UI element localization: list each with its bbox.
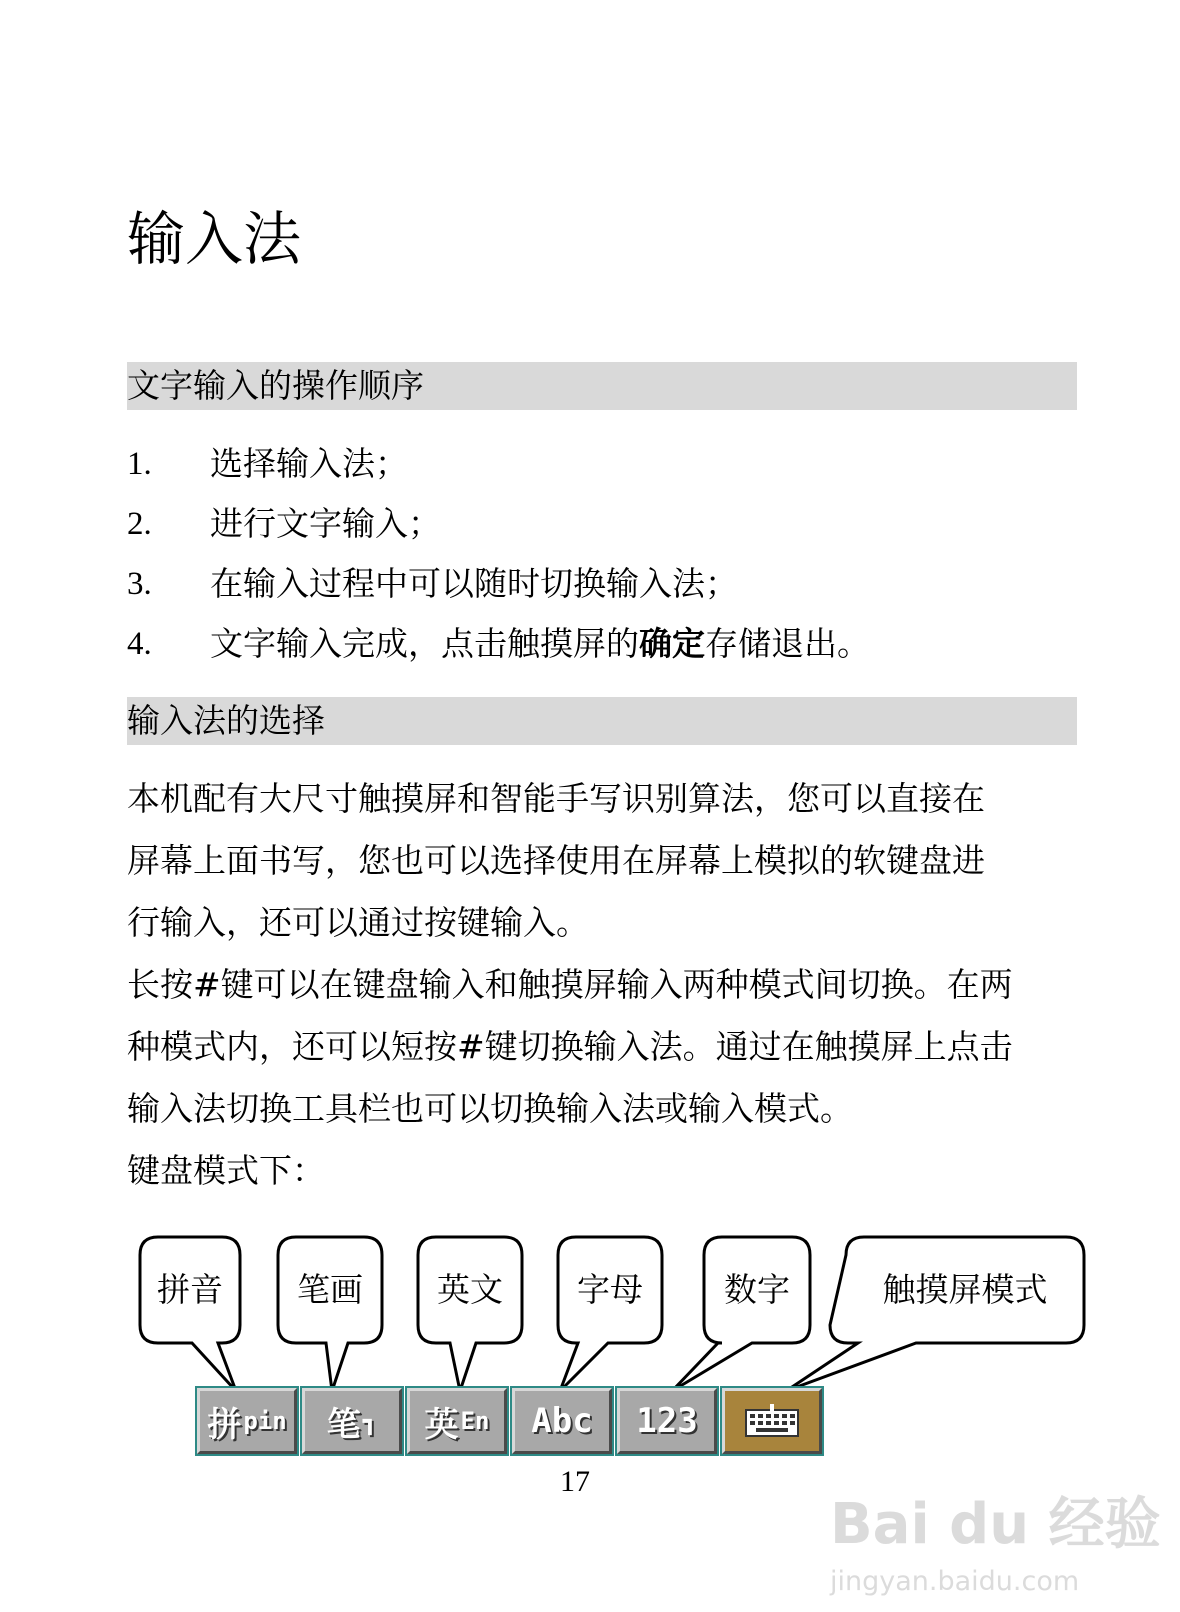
callout-label-pinyin: 拼音 bbox=[157, 1270, 223, 1309]
watermark-url: jingyan.baidu.com bbox=[830, 1566, 1080, 1597]
list-number: 3. bbox=[127, 566, 152, 602]
paragraph-line: 屏幕上面书写，您也可以选择使用在屏幕上模拟的软键盘进 bbox=[127, 841, 985, 880]
callout-bubble-stroke bbox=[278, 1237, 382, 1391]
letters-button-label: Abc bbox=[531, 1401, 593, 1441]
digits-button-label: 123 bbox=[636, 1401, 698, 1441]
list-text: 选择输入法； bbox=[210, 444, 408, 483]
stroke-button-sublabel: ┓ bbox=[362, 1407, 378, 1435]
stroke-button-label: 笔 bbox=[326, 1404, 361, 1445]
callout-label-english: 英文 bbox=[437, 1270, 503, 1309]
callout-label-letters: 字母 bbox=[577, 1270, 643, 1309]
list-text-after: 存储退出。 bbox=[705, 624, 870, 663]
digits-button[interactable] bbox=[617, 1388, 717, 1454]
watermark-brand: Bai du 经验 bbox=[830, 1492, 1161, 1557]
list-number: 2. bbox=[127, 506, 152, 542]
stroke-button[interactable] bbox=[302, 1388, 402, 1454]
page-number: 17 bbox=[560, 1465, 590, 1498]
touch-mode-button[interactable] bbox=[722, 1388, 822, 1454]
english-button-sublabel: En bbox=[460, 1407, 490, 1435]
english-button[interactable] bbox=[407, 1388, 507, 1454]
list-text-before: 文字输入完成，点击触摸屏的 bbox=[210, 624, 639, 663]
list-number: 1. bbox=[127, 446, 152, 482]
paragraph-line: 本机配有大尺寸触摸屏和智能手写识别算法，您可以直接在 bbox=[127, 779, 985, 818]
callout-bubble-pinyin bbox=[140, 1237, 240, 1391]
confirm-keyword: 确定 bbox=[639, 624, 705, 663]
callout-bubble-touch-mode bbox=[786, 1237, 1084, 1391]
pinyin-button-label: 拼 bbox=[207, 1404, 242, 1445]
callout-label-touch-mode: 触摸屏模式 bbox=[882, 1270, 1048, 1309]
list-text: 在输入过程中可以随时切换输入法； bbox=[210, 564, 738, 603]
list-text: 进行文字输入； bbox=[210, 504, 441, 543]
paragraph-line: 种模式内，还可以短按#键切换输入法。通过在触摸屏上点击 bbox=[127, 1027, 1013, 1066]
keyboard-mode-label: 键盘模式下： bbox=[127, 1151, 325, 1190]
section-heading-input-selection: 输入法的选择 bbox=[127, 697, 1077, 745]
section-heading-operation-order: 文字输入的操作顺序 bbox=[127, 362, 1077, 410]
list-number: 4. bbox=[127, 626, 152, 662]
english-button-label: 英 bbox=[424, 1404, 459, 1445]
letters-button[interactable] bbox=[512, 1388, 612, 1454]
paragraph-line: 输入法切换工具栏也可以切换输入法或输入模式。 bbox=[127, 1089, 853, 1128]
pinyin-button[interactable] bbox=[197, 1388, 297, 1454]
pinyin-button-sublabel: pin bbox=[243, 1407, 287, 1435]
callout-bubble-letters bbox=[558, 1237, 662, 1391]
callout-bubble-english bbox=[418, 1237, 522, 1391]
paragraph-line: 长按#键可以在键盘输入和触摸屏输入两种模式间切换。在两 bbox=[127, 965, 1013, 1004]
page-title: 输入法 bbox=[127, 205, 302, 273]
paragraph-line: 行输入，还可以通过按键输入。 bbox=[127, 903, 589, 942]
baidu-watermark bbox=[830, 1480, 1161, 1597]
callout-label-digits: 数字 bbox=[724, 1270, 790, 1309]
callout-bubble-digits bbox=[672, 1237, 810, 1391]
callout-label-stroke: 笔画 bbox=[297, 1270, 363, 1309]
keyboard-icon bbox=[744, 1404, 800, 1438]
